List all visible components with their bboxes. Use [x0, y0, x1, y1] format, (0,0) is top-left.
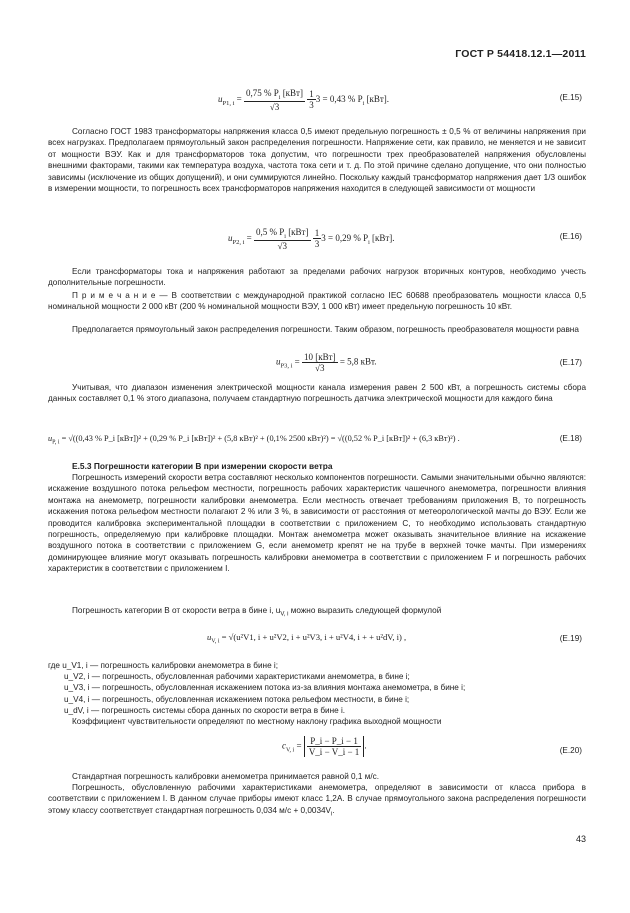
definition-uv4: u_V4, i — погрешность, обусловленная искажением потока рельефом местности, в бине i; [64, 694, 410, 704]
equation-e20-number: (E.20) [559, 746, 582, 755]
paragraph-wind-speed-errors: Погрешность измерений скорости ветра составляют несколько компонентов погрешности. Самыми значительными обычно являются: искажение воздушного потока рельефом местности, погрешность рабочих характеристик чашечного анемометра, погрешности влияния монтажа на анемометр, погрешности калибровки анемометра. Если местность отвечает требованиям приложения В, то погрешность искажения потока рельефом местности полагают 2 % или 3 %, в зависимости от расстояния от метеорологической мачты до ВЭУ. Если же проводится калибровка экспериментальной площадки в соответствии с приложением С, то необходимо использовать стандартную погрешность, определяемую при калибровке площадки. Монтаж анемометра может оказывать значительное влияние на искажение воздушного потока в соответствии с приложением G, если анемометр крепят не на трубе в верхней точке мачты. При измерениях доминирующее влияние могут оказывать погрешность калибровки анемометра в соответствии с приложением F и погрешность рабочих характеристик в соответствии с приложением I. [48, 473, 586, 574]
variable-definitions [48, 660, 465, 716]
paragraph-voltage-transformers: Согласно ГОСТ 1983 трансформаторы напряжения класса 0,5 имеют предельную погрешность ± 0,5 % от величины напряжения при всех нагрузках. Предполагаем прямоугольный закон распределения погрешности. Напряжение сети, как правило, не меняется и не зависит от мощности ВЭУ. Как и для трансформаторов тока допустим, что погрешности трех преобразователей напряжения обусловлены внешними факторами, такими как температура воздуха, частота тока сети и т. д. По этой причине сделано допущение, что они полностью зависимы (исключение из общих допущений), и они суммируются линейно. Поскольку каждый трансформатор напряжения дает 1/3 ошибок в измерении мощности, то погрешность всех трансформаторов напряжения находится в следующей зависимости от мощности [48, 127, 586, 194]
equation-e15-number: (E.15) [559, 93, 582, 102]
equation-e17 [0, 346, 630, 380]
paragraph-category-b-wind: Погрешность категории В от скорости ветра в бине i, $u_{V, i}$ можно выразить следующей формулой [72, 606, 442, 618]
definition-uv1: где u_V1, i — погрешность калибровки анемометра в бине i; [48, 661, 278, 670]
equation-e18 [0, 426, 630, 460]
note-iec-60688: П р и м е ч а н и е — В соответствии с международной практикой согласно IEC 60688 преобразователь мощности класса 0,5 номинальной мощности 2 000 кВт (200 % номинальной мощности ВЭУ, 1 000 кВт) имеет предельную погрешность 10 кВт. [48, 291, 586, 312]
equation-e19 [0, 624, 630, 658]
definition-uv2: u_V2, i — погрешность, обусловленная рабочими характеристиками анемометра, в бине i; [64, 672, 410, 682]
equation-e16-body: $u_{P2, i}$ = $\frac{0,5 \% P_i [кВт]}{√3}$ $\frac{1}{3}$ 3 = 0,29 % $P_i$ [кВт]. [228, 227, 395, 251]
equation-e16-number: (E.16) [559, 232, 582, 241]
equation-e16 [0, 219, 630, 253]
section-heading-e53: Е.5.3 Погрешности категории В при измерении скорости ветра [72, 461, 333, 471]
paragraph-extra-errors: Если трансформаторы тока и напряжения работают за пределами рабочих нагрузок вторичных контуров, необходимо учесть дополнительные погрешности. [48, 267, 586, 288]
equation-e17-body: $u_{P3, i}$ = $\frac{\text{10 [кВт]}}{√3}$ = 5,8 кВт. [276, 352, 377, 373]
equation-e19-number: (E.19) [559, 634, 582, 643]
paragraph-sensitivity: Коэффициент чувствительности определяют по местному наклону графика выходной мощности [72, 717, 442, 726]
paragraph-calibration-error: Стандартная погрешность калибровки анемометра принимается равной 0,1 м/с. [72, 772, 379, 781]
paragraph-power-range: Учитывая, что диапазон изменения электрической мощности канала измерения равен 2 500 кВт, а погрешность системы сбора данных составляет 0,1 % этого диапазона, получаем стандартную погрешность датчика электрической мощности для каждого бина [48, 383, 586, 404]
definition-uv3: u_V3, i — погрешность, обусловленная искажением потока из-за влияния монтажа анемометра, в бине i; [64, 683, 466, 693]
equation-e19-body: $u_{V, i} = √(u^2V1$, i + u²V2, i + u²V3, i + u²V4, i + + u²dV, i) , [207, 632, 407, 645]
page-number: 43 [575, 834, 586, 844]
equation-e15-body: $u_{P1, i}$ = $\frac{0,75 \% P_i [кВт]}{√3}$ $\frac{1}{3}$ 3 = 0,43 % $P_i$ [кВт]. [218, 88, 390, 112]
equation-e18-body: $u_{P, i} = √((0,43$ % P_i [кВт])² + (0,29 % P_i [кВт])² + (5,8 кВт)² + (0,1% 2500 кВт)²) = √((0,52 % P_i [кВт])² + (6,3 кВт)²) . [48, 434, 460, 446]
equation-e20 [0, 732, 630, 766]
standard-header: ГОСТ Р 54418.12.1—2011 [455, 48, 586, 60]
equation-e17-number: (E.17) [559, 358, 582, 367]
paragraph-operational-characteristics: Погрешность, обусловленную рабочими характеристиками анемометра, определяют в зависимости от класса прибора в соответствии с приложением I. В данном случае приборы имеют класс 1,2А. В случае прямоугольного закона распределения погрешности этому классу соответствует стандартная погрешность 0,034 $м/с + 0,0034V_i$. [48, 783, 586, 818]
paragraph-rectangular-law: Предполагается прямоугольный закон распределения погрешности. Таким образом, погрешность преобразователя мощности равна [72, 325, 579, 334]
equation-e15 [0, 80, 630, 114]
equation-e20-body: $c_{V, i}$ = $\frac{P\_i - P\_i - 1}{V\_i - V\_i - 1}$ . [282, 736, 367, 757]
definition-udv: u_dV, i — погрешность системы сбора данных по скорости ветра в бине i. [64, 705, 346, 715]
equation-e18-number: (E.18) [559, 434, 582, 443]
